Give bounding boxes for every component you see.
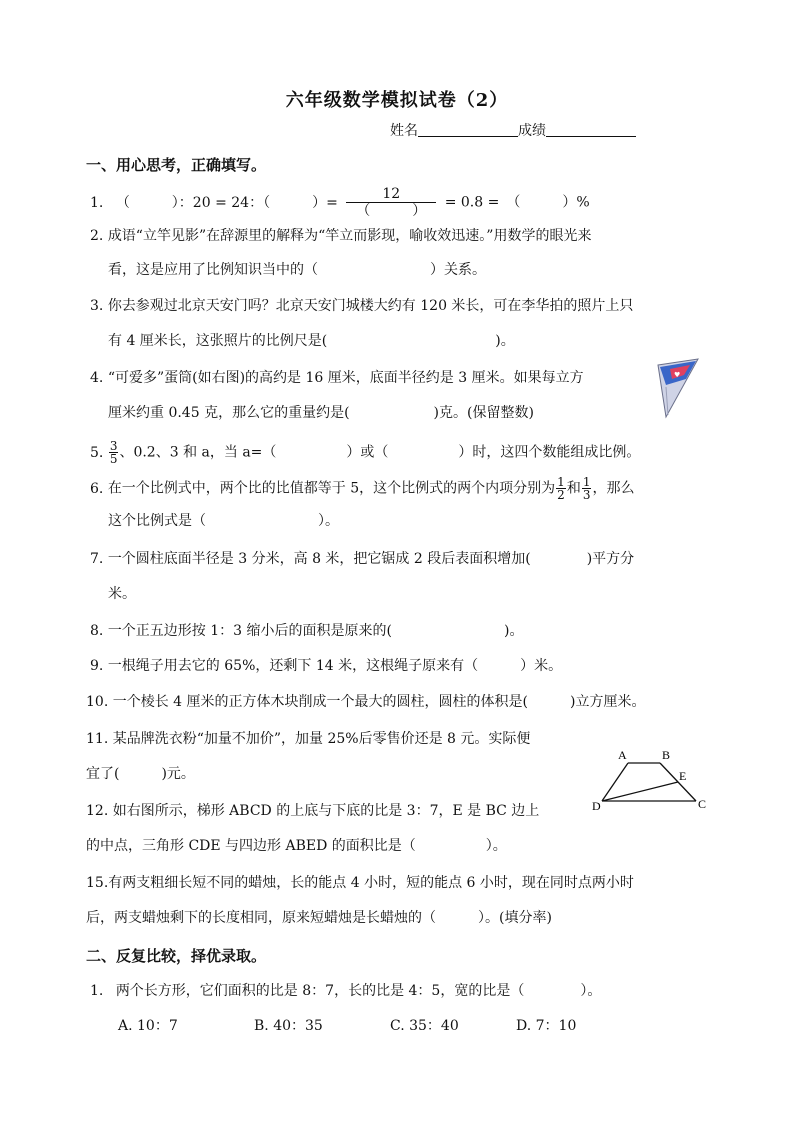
- question-number: 11.: [86, 731, 109, 747]
- svg-text:♥: ♥: [674, 371, 681, 379]
- question-10: [86, 692, 645, 712]
- question-text: 如右图所示，梯形 ABCD 的上底与下底的比是 3：7，E 是 BC 边上: [112, 803, 540, 819]
- fraction-one-half: [556, 476, 566, 501]
- vertex-c-label: C: [698, 797, 707, 811]
- question-3: [90, 296, 633, 316]
- trapezoid-abcd-figure: [590, 745, 710, 813]
- fraction-denominator: （ ）: [356, 203, 427, 219]
- option-b[interactable]: B. 40：35: [254, 1018, 323, 1034]
- score-blank[interactable]: [546, 122, 636, 137]
- question-text: 在一个比例式中，两个比的比值都等于 5，这个比例式的两个内项分别为: [107, 480, 556, 497]
- option-d[interactable]: D. 7：10: [516, 1018, 577, 1034]
- question-4: [90, 368, 584, 388]
- fraction-numerator: 1: [557, 475, 565, 489]
- option-c[interactable]: C. 35：40: [390, 1018, 459, 1034]
- s2-q1-options: [118, 1016, 576, 1036]
- fraction-numerator: 3: [109, 439, 118, 453]
- vertex-a-label: A: [618, 748, 627, 762]
- question-7: [90, 549, 634, 569]
- question-15: 15.有两支粗细长短不同的蜡烛，长的能点 4 小时，短的能点 6 小时，现在同时点两小时: [86, 875, 634, 891]
- question-number: 4.: [90, 370, 104, 386]
- question-6: [90, 476, 634, 501]
- question-text: 你去参观过北京天安门吗？北京天安门城楼大约有 120 米长，可在李华拍的照片上只: [107, 298, 634, 314]
- question-9: [90, 656, 562, 676]
- question-text-and: 和: [566, 480, 581, 497]
- s2-question-1: [90, 981, 601, 1001]
- question-text: 一个棱长 4 厘米的正方体木块削成一个最大的圆柱，圆柱的体积是( )立方厘米。: [112, 694, 646, 710]
- question-text: “可爱多”蛋筒(如右图)的高约是 16 厘米，底面半径约是 3 厘米。如果每立方: [107, 370, 584, 386]
- vertex-b-label: B: [662, 748, 671, 762]
- question-12-line-2: 的中点，三角形 CDE 与四边形 ABED 的面积比是（ ）。: [86, 838, 507, 854]
- question-text: 一个圆柱底面半径是 3 分米，高 8 米，把它锯成 2 段后表面积增加( )平方分: [107, 551, 635, 567]
- page-title: 六年级数学模拟试卷（2）: [285, 90, 509, 111]
- question-number: 10.: [86, 694, 109, 710]
- q1-part-a: （ ）：20 = 24：（ ）=: [115, 194, 338, 211]
- section-2-title: 二、反复比较，择优录取。: [86, 947, 267, 965]
- question-text: 、0.2、3 和 a，当 a=（ ）或（ ）时，这四个数能组成比例。: [119, 444, 641, 461]
- question-number: 1.: [90, 194, 104, 211]
- question-number: 7.: [90, 551, 104, 567]
- question-text-end: ，那么: [592, 480, 635, 497]
- name-blank[interactable]: [418, 122, 518, 137]
- point-e-label: E: [679, 769, 687, 783]
- fraction-three-fifths: [109, 440, 119, 465]
- question-number: 2.: [90, 228, 104, 244]
- question-11: [86, 729, 530, 749]
- q1-fraction: [346, 186, 436, 219]
- question-8: [90, 621, 523, 641]
- option-a[interactable]: A. 10：7: [118, 1018, 178, 1034]
- question-3-line-2: 有 4 厘米长，这张照片的比例尺是( )。: [108, 333, 515, 349]
- question-2: [90, 226, 591, 246]
- question-7-line-2: 米。: [108, 586, 136, 602]
- question-text: 两个长方形，它们面积的比是 8：7，长的比是 4：5，宽的比是（ ）。: [115, 983, 602, 999]
- fraction-denominator: 2: [557, 488, 565, 502]
- section-1-title: 一、用心思考，正确填写。: [86, 156, 267, 174]
- fraction-numerator: 12: [346, 186, 436, 203]
- question-number: 6.: [90, 480, 104, 497]
- fraction-denominator: 5: [109, 452, 118, 466]
- question-4-line-2: 厘米约重 0.45 克，那么它的重量约是( )克。(保留整数): [108, 405, 534, 421]
- name-score-line: [390, 120, 636, 140]
- question-number: 12.: [86, 803, 109, 819]
- q1-part-b: = 0.8 = （ ）%: [444, 194, 590, 211]
- question-number: 3.: [90, 298, 104, 314]
- question-6-line-2: 这个比例式是（ ）。: [108, 513, 339, 529]
- question-text: 一根绳子用去它的 65%，还剩下 14 米，这根绳子原来有（ ）米。: [107, 658, 563, 674]
- name-label: 姓名: [390, 123, 418, 139]
- question-11-line-2: 宜了( )元。: [86, 766, 195, 782]
- fraction-one-third: [582, 476, 592, 501]
- question-5: [90, 440, 640, 465]
- ice-cream-cone-icon: [656, 357, 700, 419]
- question-text: 一个正五边形按 1：3 缩小后的面积是原来的( )。: [107, 623, 524, 639]
- vertex-d-label: D: [592, 799, 601, 813]
- question-12: [86, 801, 539, 821]
- fraction-numerator: 1: [582, 475, 591, 489]
- question-number: 1.: [90, 983, 104, 999]
- question-number: 9.: [90, 658, 104, 674]
- question-1: [90, 186, 590, 219]
- question-text: 成语“立竿见影”在辞源里的解释为“竿立而影现，喻收效迅速。”用数学的眼光来: [107, 228, 592, 244]
- question-2-line-2: 看，这是应用了比例知识当中的（ ）关系。: [108, 262, 486, 278]
- question-number: 5.: [90, 444, 104, 461]
- question-text: 某品牌洗衣粉“加量不加价”，加量 25%后零售价还是 8 元。实际便: [112, 731, 531, 747]
- fraction-denominator: 3: [582, 488, 591, 502]
- question-15-line-2: 后，两支蜡烛剩下的长度相同，原来短蜡烛是长蜡烛的（ ）。(填分率): [86, 910, 552, 926]
- score-label: 成绩: [518, 123, 546, 139]
- question-number: 8.: [90, 623, 104, 639]
